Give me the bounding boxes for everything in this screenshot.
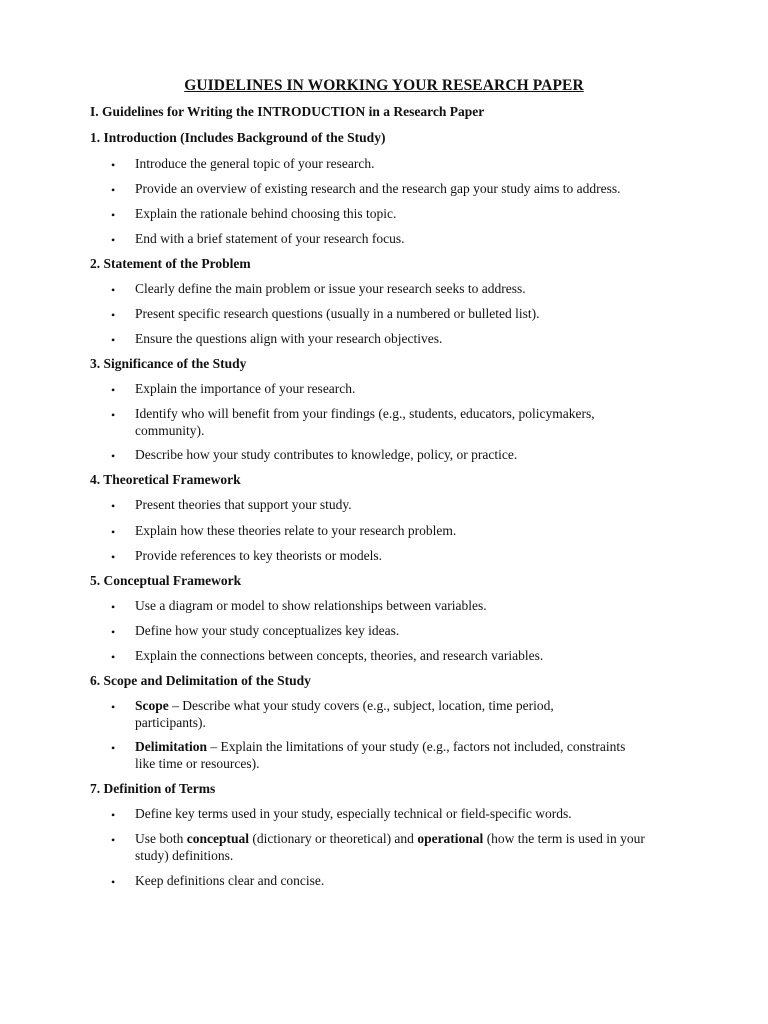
list-item: Explain the rationale behind choosing this topic. — [135, 206, 397, 221]
term-scope-description: – Describe what your study covers (e.g., subject, location, time period, participants). — [135, 698, 554, 730]
bullet-icon: • — [111, 741, 116, 755]
bullet-icon: • — [111, 808, 116, 822]
bullet-icon: • — [111, 600, 116, 614]
bullet-icon: • — [111, 833, 116, 847]
bullet-icon: • — [111, 383, 116, 397]
list-item: End with a brief statement of your research focus. — [135, 231, 405, 246]
list-item: Define key terms used in your study, especially technical or field-specific words. — [135, 806, 572, 821]
bullet-icon: • — [111, 449, 116, 463]
section-heading: I. Guidelines for Writing the INTRODUCTION in a Research Paper — [90, 104, 485, 119]
list-item: Ensure the questions align with your research objectives. — [135, 331, 443, 346]
list-item: Present theories that support your study. — [135, 497, 352, 512]
list-item: Explain how these theories relate to your research problem. — [135, 523, 457, 538]
bullet-icon: • — [111, 283, 116, 297]
subsection-heading: 5. Conceptual Framework — [90, 573, 242, 588]
bullet-icon: • — [111, 875, 116, 889]
list-item: Explain the importance of your research. — [135, 381, 356, 396]
list-item — [135, 697, 620, 731]
item-text: (dictionary or theoretical) and — [249, 831, 418, 846]
subsection-heading: 7. Definition of Terms — [90, 781, 216, 796]
item-text: (how the term is used in your study) definitions. — [135, 831, 645, 863]
list-item: Keep definitions clear and concise. — [135, 873, 325, 888]
bullet-icon: • — [111, 650, 116, 664]
subsection-heading: 1. Introduction (Includes Background of the Study) — [90, 130, 386, 145]
list-item: Provide an overview of existing research and the research gap your study aims to address. — [135, 181, 621, 196]
bullet-icon: • — [111, 233, 116, 247]
list-item: Introduce the general topic of your research. — [135, 156, 375, 171]
subsection-heading: 2. Statement of the Problem — [90, 256, 251, 271]
term-delimitation-description: – Explain the limitations of your study (e.g., factors not included, constraints like time or resources). — [135, 739, 626, 771]
subsection-heading: 4. Theoretical Framework — [90, 472, 241, 487]
list-item: Explain the connections between concepts, theories, and research variables. — [135, 648, 544, 663]
list-item: Clearly define the main problem or issue your research seeks to address. — [135, 281, 526, 296]
bullet-icon: • — [111, 208, 116, 222]
item-text: Use both — [135, 831, 187, 846]
bullet-icon: • — [111, 550, 116, 564]
term-scope: Scope — [135, 698, 169, 713]
bullet-icon: • — [111, 308, 116, 322]
list-item — [135, 738, 630, 772]
subsection-heading: 3. Significance of the Study — [90, 356, 247, 371]
list-item: Provide references to key theorists or models. — [135, 548, 383, 563]
bullet-icon: • — [111, 333, 116, 347]
list-item: Define how your study conceptualizes key ideas. — [135, 623, 400, 638]
list-item: Describe how your study contributes to knowledge, policy, or practice. — [135, 447, 518, 462]
term-conceptual: conceptual — [186, 831, 249, 846]
bullet-icon: • — [111, 183, 116, 197]
term-delimitation: Delimitation — [135, 739, 207, 754]
list-item: Use a diagram or model to show relationships between variables. — [135, 598, 487, 613]
bullet-icon: • — [111, 499, 116, 513]
bullet-icon: • — [111, 700, 116, 714]
subsection-heading: 6. Scope and Delimitation of the Study — [90, 673, 311, 688]
bullet-icon: • — [111, 525, 116, 539]
document-title: GUIDELINES IN WORKING YOUR RESEARCH PAPER — [184, 77, 584, 94]
term-operational: operational — [417, 831, 484, 846]
list-item: Identify who will benefit from your findings (e.g., students, educators, policymakers, community). — [135, 406, 595, 438]
bullet-icon: • — [111, 625, 116, 639]
bullet-icon: • — [111, 158, 116, 172]
list-item — [135, 830, 680, 864]
bullet-icon: • — [111, 408, 116, 422]
list-item: Present specific research questions (usually in a numbered or bulleted list). — [135, 306, 540, 321]
